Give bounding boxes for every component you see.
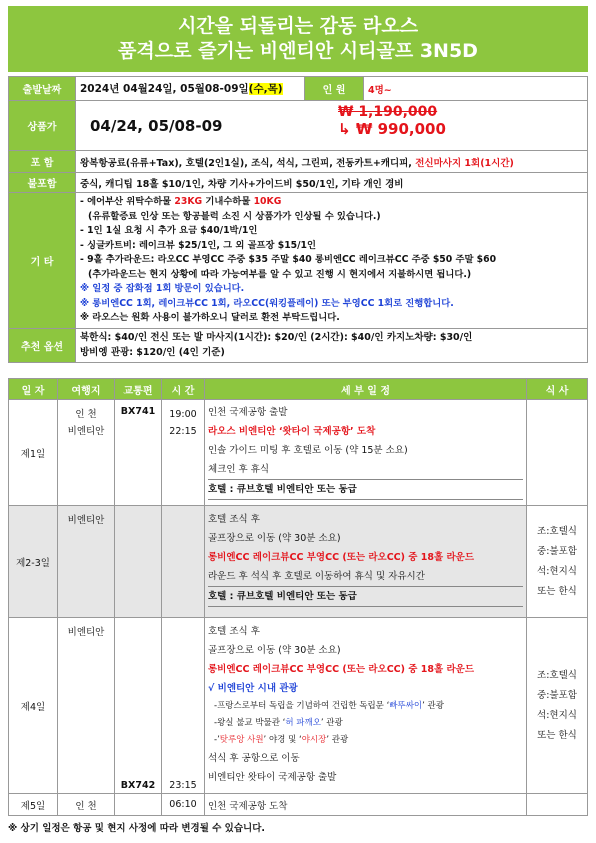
day5-detail1: 인천 국제공항 도착 bbox=[205, 794, 527, 816]
price-dates: 04/24, 05/08-09 bbox=[90, 116, 223, 135]
etc-single-cart: - 싱글카트비: 레이크뷰 $25/1인, 그 외 골프장 $15/1인 bbox=[80, 239, 316, 251]
etc-currency-note: ※ 라오스는 원화 사용이 불가하오니 달러로 환전 부탁드립니다. bbox=[80, 312, 340, 323]
day4-detail5: 석식 후 공항으로 이동 bbox=[208, 753, 300, 764]
day2-label: 제2-3일 bbox=[9, 506, 58, 618]
col-time: 시 간 bbox=[162, 379, 205, 400]
option-label: 추천 옵션 bbox=[9, 328, 76, 362]
etc-extra-note: (추가라운드는 현지 상황에 따라 가능여부를 알 수 있고 진행 시 현지에서 지불하시면 됩니다.) bbox=[88, 268, 472, 280]
day1-time1: 19:00 bbox=[169, 409, 197, 420]
day4-label: 제4일 bbox=[9, 618, 58, 794]
etc-course-note: ※ 롱비엔CC 1회, 레이크뷰CC 1회, 라오CC(워킹플레이) 또는 부영CC 1회로 진행합니다. bbox=[80, 297, 454, 309]
day4-row bbox=[9, 618, 588, 794]
etc-shop-note: ※ 일정 중 잡화점 1회 방문이 있습니다. bbox=[80, 283, 245, 294]
day2-meal-breakfast: 조:호텔식 bbox=[537, 525, 577, 537]
option-line1: 북한식: $40/인 전신 또는 발 마사지(1시간): $20/인 (2시간): $40/인 카지노차량: $30/인 bbox=[80, 332, 473, 343]
depart-label: 출발날짜 bbox=[9, 77, 76, 101]
price-old: ₩ 1,190,000 bbox=[338, 104, 438, 120]
day1-flight: BX741 bbox=[115, 400, 162, 506]
day5-row bbox=[9, 794, 588, 816]
col-meal: 식 사 bbox=[527, 379, 588, 400]
day4-flight: BX742 bbox=[115, 618, 162, 794]
day1-hotel: 호텔 : 큐브호텔 비엔티안 또는 동급 bbox=[208, 479, 523, 500]
day1-time2: 22:15 bbox=[169, 426, 197, 437]
day1-label: 제1일 bbox=[9, 400, 58, 506]
etc-fuel-note: (유류할증료 인상 또는 항공블럭 소진 시 상품가가 인상될 수 있습니다.) bbox=[88, 210, 381, 222]
day1-detail2: 라오스 비엔티안 ‘왓타이 국제공항’ 도착 bbox=[208, 426, 376, 437]
day2-detail3: 롱비엔CC 레이크뷰CC 부영CC (또는 라오CC) 중 18홀 라운드 bbox=[208, 552, 475, 563]
day4-place: 비엔티안 bbox=[58, 618, 115, 794]
day2-meal-lunch: 중:불포함 bbox=[537, 545, 577, 557]
exclude-text: 중식, 캐디팁 18홀 $10/1인, 차량 기사+가이드비 $50/1인, 기타 개인 경비 bbox=[76, 173, 588, 193]
etc-label: 기 타 bbox=[9, 193, 76, 329]
col-transport: 교통편 bbox=[115, 379, 162, 400]
day1-detail3: 인솔 가이드 미팅 후 호텔로 이동 (약 15분 소요) bbox=[208, 445, 408, 456]
include-label: 포 함 bbox=[9, 151, 76, 173]
title-line2: 품격으로 즐기는 비엔티안 시티골프 3N5D bbox=[118, 40, 478, 62]
day2-detail2: 골프장으로 이동 (약 30분 소요) bbox=[208, 533, 341, 544]
schedule-table bbox=[8, 378, 588, 816]
day4-meal-breakfast: 조:호텔식 bbox=[537, 669, 577, 681]
exclude-label: 불포함 bbox=[9, 173, 76, 193]
day5-place: 인 천 bbox=[58, 794, 115, 816]
day4-detail1: 호텔 조식 후 bbox=[208, 626, 260, 637]
col-detail: 세 부 일 정 bbox=[205, 379, 527, 400]
etc-extra-round: - 9홀 추가라운드: 라오CC 부영CC 주중 $35 주말 $40 롱비엔CC 레이크뷰CC 주중 $50 주말 $60 bbox=[80, 254, 497, 265]
footer-note: ※ 상기 일정은 항공 및 현지 사정에 따라 변경될 수 있습니다. bbox=[8, 823, 265, 834]
depart-dates: 2024년 04월24일, 05월08-09일 bbox=[80, 83, 249, 95]
day2-detail1: 호텔 조식 후 bbox=[208, 514, 260, 525]
day2-meal-alt: 또는 한식 bbox=[537, 585, 577, 597]
day4-meal-dinner: 석:현지식 bbox=[537, 709, 577, 721]
day5-label: 제5일 bbox=[9, 794, 58, 816]
col-place: 여행지 bbox=[58, 379, 115, 400]
day5-time: 06:10 bbox=[162, 794, 205, 816]
day2-detail4: 라운드 후 석식 후 호텔로 이동하여 휴식 및 자유시간 bbox=[208, 571, 425, 582]
etc-baggage: - 에어부산 위탁수하물 23KG 기내수하물 10KG bbox=[80, 196, 282, 207]
day1-detail1: 인천 국제공항 출발 bbox=[208, 407, 288, 418]
price-new: ₩ 990,000 bbox=[355, 120, 446, 138]
day1-place1: 인 천 bbox=[75, 409, 97, 420]
day2-place: 비엔티안 bbox=[58, 506, 115, 618]
day4-tour-title: √ 비엔티안 시내 관광 bbox=[208, 683, 298, 694]
col-day: 일 자 bbox=[9, 379, 58, 400]
arrow-icon: ↳ bbox=[338, 120, 351, 138]
day4-meal-lunch: 중:불포함 bbox=[537, 689, 577, 701]
etc-single-room: - 1인 1실 요청 시 추가 요금 $40/1박/1인 bbox=[80, 225, 258, 236]
include-massage: 전신마사지 1회(1시간) bbox=[415, 157, 514, 169]
include-text: 왕복항공료(유류+Tax), 호텔(2인1실), 조식, 석식, 그린피, 전동카트+캐디피, bbox=[80, 157, 416, 169]
title-banner bbox=[8, 6, 588, 72]
day4-meal-alt: 또는 한식 bbox=[537, 729, 577, 741]
day4-time: 23:15 bbox=[162, 618, 205, 794]
price-label: 상품가 bbox=[9, 101, 76, 151]
day1-detail4: 체크인 후 휴식 bbox=[208, 464, 270, 475]
day4-tour-thatluang: -’탓루앙 사원’ 야경 및 ‘야시장’ 관광 bbox=[214, 735, 349, 745]
day4-detail6: 비엔티안 왓타이 국제공항 출발 bbox=[208, 772, 337, 783]
day4-tour-museum: -왕실 불교 박물관 ‘허 파깨오’ 관광 bbox=[214, 718, 343, 728]
day2-hotel: 호텔 : 큐브호텔 비엔티안 또는 동급 bbox=[208, 586, 523, 607]
info-table bbox=[8, 76, 588, 363]
day4-tour-patuxai: -프랑스로부터 독립을 기념하여 건립한 독립문 ‘빠뚜싸이’ 관광 bbox=[214, 701, 444, 711]
day2-row bbox=[9, 506, 588, 618]
day4-detail3: 롱비엔CC 레이크뷰CC 부영CC (또는 라오CC) 중 18홀 라운드 bbox=[208, 664, 475, 675]
day1-place2: 비엔티안 bbox=[67, 426, 105, 437]
day1-row bbox=[9, 400, 588, 506]
day4-detail2: 골프장으로 이동 (약 30분 소요) bbox=[208, 645, 341, 656]
option-line2: 방비엥 관광: $120/인 (4인 기준) bbox=[80, 347, 225, 358]
title-line1: 시간을 되돌리는 감동 라오스 bbox=[177, 15, 419, 37]
day2-meal-dinner: 석:현지식 bbox=[537, 565, 577, 577]
people-value: 4명~ bbox=[364, 77, 588, 101]
people-label: 인 원 bbox=[305, 77, 364, 101]
depart-days: (수,목) bbox=[248, 83, 283, 95]
